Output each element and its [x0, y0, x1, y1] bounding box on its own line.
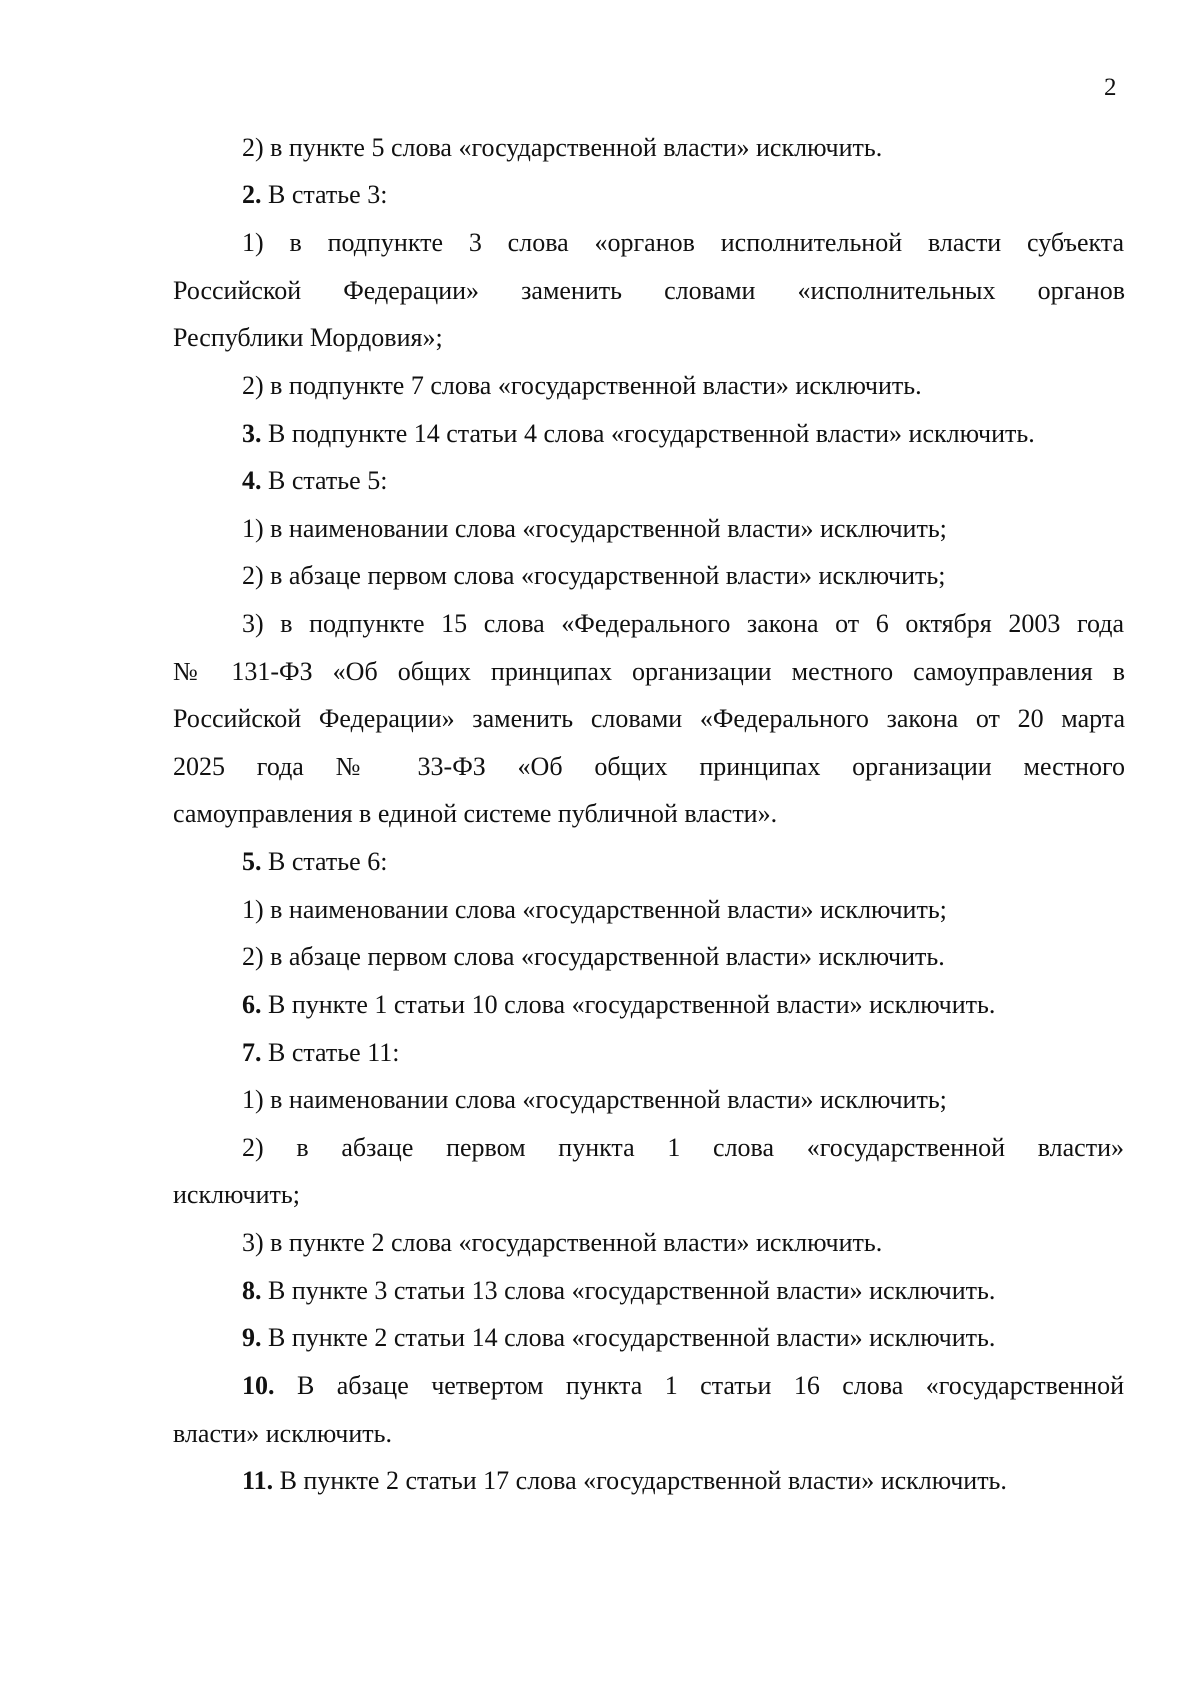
- section-number: 4.: [242, 466, 262, 495]
- section-number: 2.: [242, 180, 262, 209]
- paragraph-line: [173, 648, 1125, 696]
- section-number: 9.: [242, 1323, 262, 1352]
- paragraph-line: [173, 1410, 392, 1458]
- paragraph-line: [242, 219, 1124, 267]
- section-heading-2: [242, 171, 387, 219]
- paragraph-text: 1) в наименовании слова «государственной власти» исключить;: [242, 895, 947, 924]
- paragraph-line: [173, 695, 1125, 743]
- section-number: 3.: [242, 419, 262, 448]
- paragraph-text: В пункте 2 статьи 14 слова «государственной власти» исключить.: [261, 1323, 996, 1352]
- paragraph-text: 2) в абзаце первом пункта 1 слова «государственной власти»: [242, 1133, 1124, 1162]
- section-item-6: [242, 981, 995, 1029]
- paragraph-text: 1) в подпункте 3 слова «органов исполнительной власти субъекта: [242, 228, 1124, 257]
- paragraph-text: В статье 11:: [261, 1038, 400, 1067]
- paragraph-line: [242, 1076, 947, 1124]
- paragraph-line: [242, 1219, 882, 1267]
- paragraph-line: [242, 600, 1124, 648]
- section-number: 7.: [242, 1038, 262, 1067]
- section-item-9: [242, 1314, 995, 1362]
- section-item-8: [242, 1267, 995, 1315]
- paragraph-text: № 131-ФЗ «Об общих принципах организации местного самоуправления в: [173, 657, 1125, 686]
- paragraph-text: 2) в абзаце первом слова «государственной власти» исключить.: [242, 942, 945, 971]
- paragraph-text: В абзаце четвертом пункта 1 статьи 16 слова «государственной: [274, 1371, 1124, 1400]
- paragraph-text: самоуправления в единой системе публичной власти».: [173, 799, 778, 828]
- paragraph-text: Российской Федерации» заменить словами «Федерального закона от 20 марта: [173, 704, 1125, 733]
- paragraph-text: В пункте 2 статьи 17 слова «государственной власти» исключить.: [273, 1466, 1007, 1495]
- section-number: 6.: [242, 990, 262, 1019]
- paragraph-line: [242, 124, 882, 172]
- section-heading-7: [242, 1029, 399, 1077]
- paragraph-text: В статье 6:: [261, 847, 388, 876]
- section-item-11: [242, 1457, 1007, 1505]
- paragraph-text: 2) в подпункте 7 слова «государственной власти» исключить.: [242, 371, 922, 400]
- paragraph-text: 2025 года № 33-ФЗ «Об общих принципах организации местного: [173, 752, 1125, 781]
- paragraph-text: 3) в пункте 2 слова «государственной власти» исключить.: [242, 1228, 883, 1257]
- paragraph-text: В подпункте 14 статьи 4 слова «государственной власти» исключить.: [261, 419, 1035, 448]
- section-number: 8.: [242, 1276, 262, 1305]
- section-heading-4: [242, 457, 387, 505]
- paragraph-line: [242, 933, 945, 981]
- paragraph-line: [173, 790, 777, 838]
- section-number: 5.: [242, 847, 262, 876]
- paragraph-line: [173, 743, 1125, 791]
- paragraph-text: В пункте 1 статьи 10 слова «государственной власти» исключить.: [261, 990, 996, 1019]
- section-number: 11.: [242, 1466, 274, 1495]
- section-item-10: [242, 1362, 1124, 1410]
- paragraph-text: В статье 5:: [261, 466, 388, 495]
- paragraph-line: [173, 267, 1125, 315]
- paragraph-line: [242, 1124, 1124, 1172]
- paragraph-text: Российской Федерации» заменить словами «исполнительных органов: [173, 276, 1125, 305]
- paragraph-text: 1) в наименовании слова «государственной власти» исключить;: [242, 514, 947, 543]
- paragraph-line: [173, 314, 443, 362]
- section-item-3: [242, 410, 1035, 458]
- paragraph-text: 2) в абзаце первом слова «государственной власти» исключить;: [242, 561, 946, 590]
- paragraph-line: [173, 1171, 300, 1219]
- paragraph-text: исключить;: [173, 1180, 300, 1209]
- paragraph-line: [242, 552, 945, 600]
- paragraph-text: В пункте 3 статьи 13 слова «государственной власти» исключить.: [261, 1276, 996, 1305]
- paragraph-line: [242, 362, 922, 410]
- section-number: 10.: [242, 1371, 275, 1400]
- page-number: 2: [1104, 74, 1117, 101]
- paragraph-line: [242, 505, 947, 553]
- paragraph-text: Республики Мордовия»;: [173, 323, 443, 352]
- paragraph-text: 2) в пункте 5 слова «государственной власти» исключить.: [242, 133, 883, 162]
- paragraph-line: [242, 886, 947, 934]
- paragraph-text: В статье 3:: [261, 180, 388, 209]
- section-heading-5: [242, 838, 387, 886]
- paragraph-text: власти» исключить.: [173, 1419, 392, 1448]
- paragraph-text: 1) в наименовании слова «государственной власти» исключить;: [242, 1085, 947, 1114]
- paragraph-text: 3) в подпункте 15 слова «Федерального закона от 6 октября 2003 года: [242, 609, 1124, 638]
